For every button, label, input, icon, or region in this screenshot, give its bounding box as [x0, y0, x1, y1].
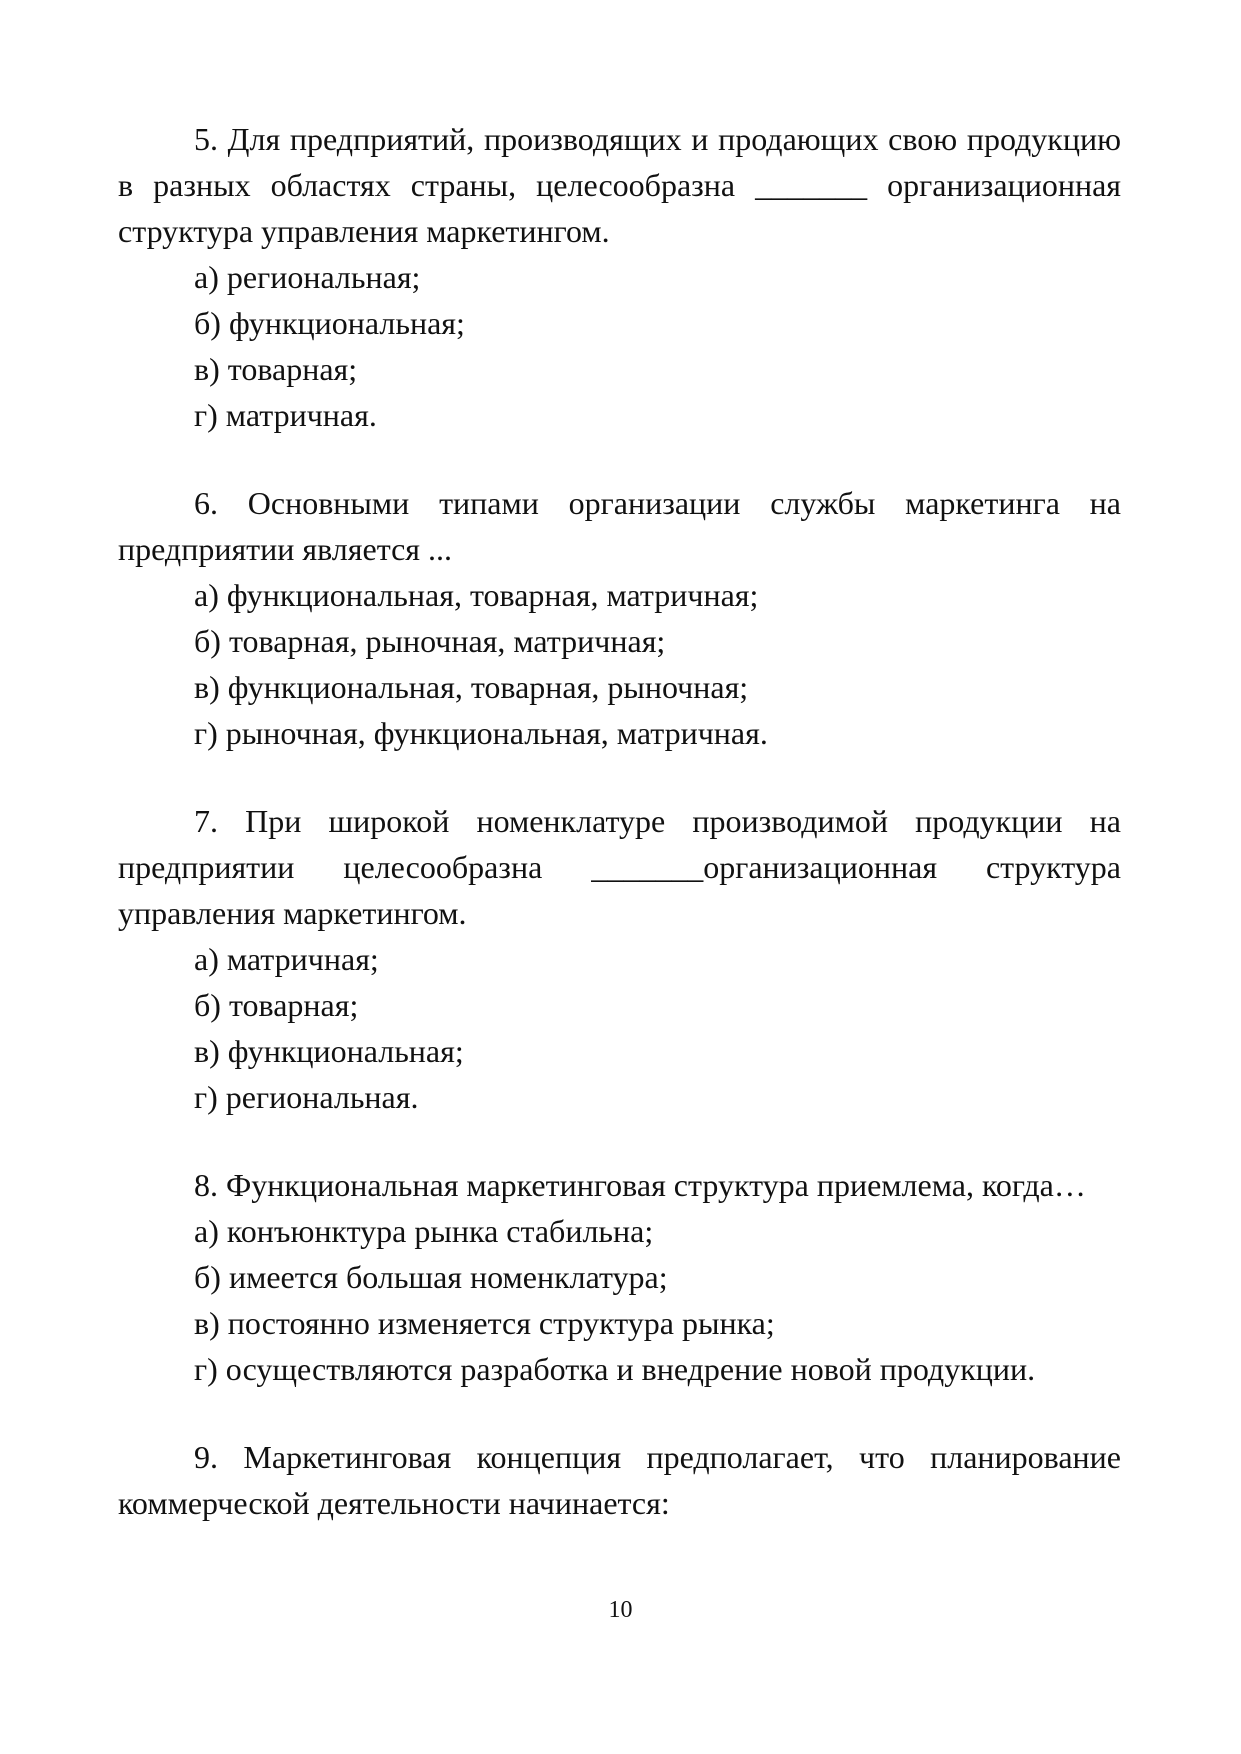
answer-options: [118, 936, 1121, 1120]
question-text: 5. Для предприятий, производящих и продающих свою продукцию в разных областях страны, целесообразна _______ организационная структура управления маркетингом.: [118, 121, 1121, 249]
answer-option: а) конъюнктура рынка стабильна;: [194, 1213, 654, 1249]
answer-option: г) матричная.: [194, 397, 377, 433]
answer-option: б) товарная, рыночная, матричная;: [194, 623, 666, 659]
question-5: [118, 116, 1121, 438]
question-text: 8. Функциональная маркетинговая структура приемлема, когда…: [194, 1167, 1086, 1203]
answer-options: [118, 1208, 1121, 1392]
question-7: [118, 798, 1121, 1120]
question-6: [118, 480, 1121, 756]
answer-option: б) имеется большая номенклатура;: [194, 1259, 668, 1295]
answer-options: [118, 254, 1121, 438]
answer-option: г) рыночная, функциональная, матричная.: [194, 715, 768, 751]
question-text: 6. Основными типами организации службы маркетинга на предприятии является ...: [118, 485, 1121, 567]
answer-options: [118, 572, 1121, 756]
question-8: [118, 1162, 1121, 1392]
answer-option: а) функциональная, товарная, матричная;: [194, 577, 759, 613]
answer-option: г) региональная.: [194, 1079, 419, 1115]
answer-option: а) матричная;: [194, 941, 379, 977]
answer-option: в) товарная;: [194, 351, 358, 387]
answer-option: в) функциональная;: [194, 1033, 464, 1069]
question-9: [118, 1434, 1121, 1526]
answer-option: б) функциональная;: [194, 305, 465, 341]
answer-option: в) постоянно изменяется структура рынка;: [194, 1305, 775, 1341]
answer-option: а) региональная;: [194, 259, 421, 295]
answer-option: г) осуществляются разработка и внедрение новой продукции.: [194, 1351, 1036, 1387]
answer-option: в) функциональная, товарная, рыночная;: [194, 669, 749, 705]
page-number: 10: [608, 1597, 633, 1623]
question-text: 7. При широкой номенклатуре производимой продукции на предприятии целесообразна _______организационная структура управления маркетингом.: [118, 803, 1121, 931]
answer-option: б) товарная;: [194, 987, 359, 1023]
document-page: [118, 116, 1121, 1526]
question-text: 9. Маркетинговая концепция предполагает, что планирование коммерческой деятельности начинается:: [118, 1439, 1121, 1521]
